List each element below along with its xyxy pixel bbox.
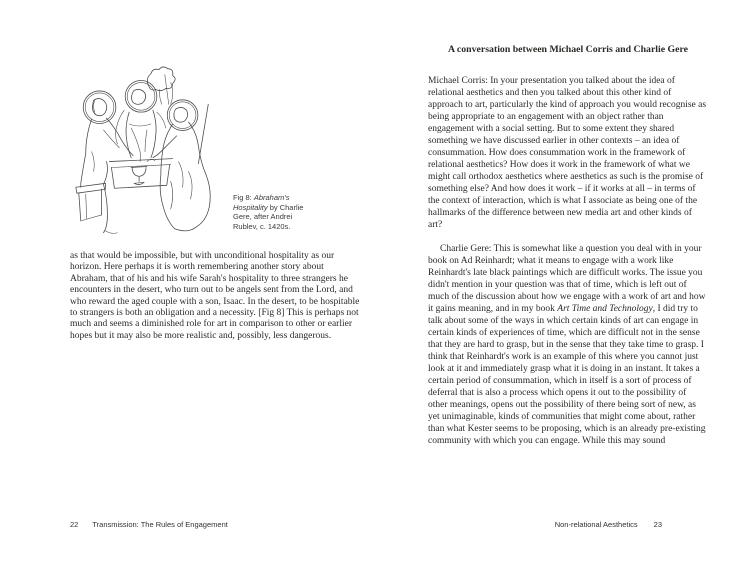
left-page-body-paragraph: as that would be impossible, but with unconditional hospitality as our horizon. Here perhaps it is worth remembering another story about Abraham, that of his and his wife Sarah's hospitality to three strangers he encounters in the desert, who turn out to be angels sent from the Lord, and who reward the aged couple with a son, Isaac. In the desert, to be hospitable to strangers is both an obligation and a necessity. [Fig 8] This is perhaps not much and seems a diminished role for art in comparison to other or earlier hopes but it may also be more realistic and, possibly, less dangerous. — [70, 251, 360, 341]
figure-caption-suffix: by Charlie Gere, after Andrei Rublev, c. 1420s. — [233, 202, 304, 231]
paragraph-charlie-gere-part1: Charlie Gere: This is somewhat like a question you deal with in your book on Ad Reinhardt; what it means to engage with a work like Reinhardt's late black paintings which are difficult works. The issue you didn't mention in your question was that of time, which is left out of much of the discussion about how we engage with a work of art and how it gains meaning, and in my book — [428, 244, 706, 314]
right-page-number: 23 — [653, 520, 662, 529]
right-running-title: Non-relational Aesthetics — [554, 520, 638, 529]
left-page-number: 22 — [70, 520, 79, 529]
figure-caption-prefix: Fig 8: — [233, 193, 254, 202]
book-title-art-time-and-technology: Art Time and Technology — [557, 304, 653, 314]
left-page-footer — [70, 520, 228, 529]
paragraph-charlie-gere-part2: , I did try to talk about some of the ways in which certain kinds of art can engage in certain kinds of experiences of time, which are difficult not in the sense that they are hard to grasp, but in the sense that they take time to grasp. I think that Reinhardt's work is an example of this where you cannot just look at it and immediately grasp what it is doing in an instant. It takes a certain period of consummation, which in itself is a sort of process of deferral that is also a process which opens it out to the possibility of other meanings, opens out the possibility of there being sort of new, as yet unimaginable, kinds of communities that might come about, rather than what Kester seems to be proposing, which is an already pre-existing community with which you can engage. While this may sound — [428, 304, 706, 446]
paragraph-charlie-gere — [428, 243, 708, 447]
rublev-trinity-line-drawing — [62, 12, 230, 240]
left-running-title: Transmission: The Rules of Engagement — [92, 520, 228, 529]
right-page-footer — [555, 520, 662, 529]
figure-caption-title: Abraham's Hospitality — [233, 193, 290, 212]
paragraph-michael-corris: Michael Corris: In your presentation you talked about the idea of relational aesthetics and then you talked about this other kind of approach to art, particularly the kind of approach you would recognise as being appropriate to an engagement with an object rather than engagement with a social setting. But to some extent they shared something we have discussed earlier in other contexts – an idea of consummation. How does consummation work in the framework of relational aesthetics? How does it work in the framework of what we might call orthodox aesthetics where aesthetics as such is the promise of something else? And how does it work – if it works at all – in terms of the context of interaction, which is what I associate as being one of the hallmarks of the difference between new media art and other kinds of art? — [428, 76, 707, 230]
trinity-line-drawing-illustration — [62, 12, 230, 240]
figure-caption — [233, 193, 315, 231]
right-page-text-column — [428, 44, 708, 447]
conversation-heading: A conversation between Michael Corris and Charlie Gere — [447, 44, 689, 55]
